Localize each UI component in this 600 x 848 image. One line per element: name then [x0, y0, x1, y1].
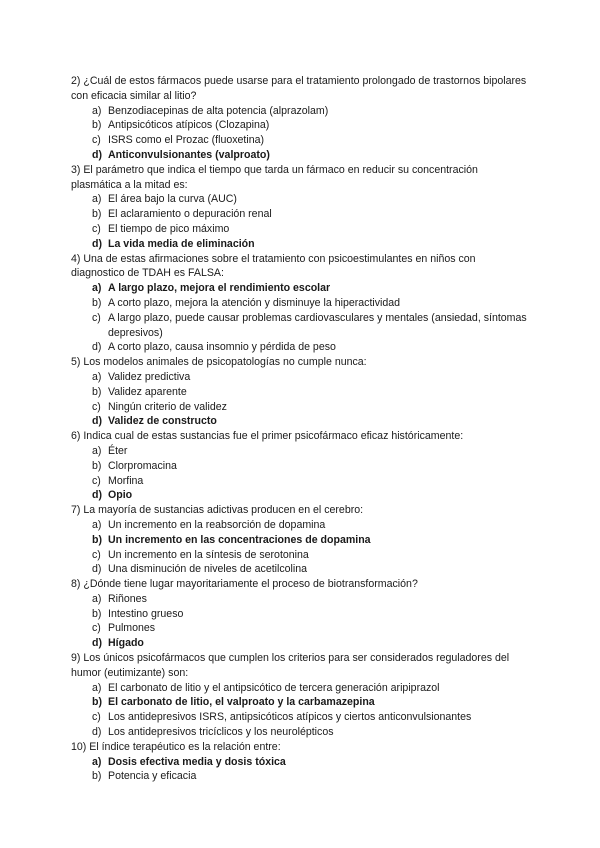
answer-options — [71, 192, 531, 251]
question-5 — [71, 355, 531, 429]
question-text: 8) ¿Dónde tiene lugar mayoritariamente el proceso de biotransformación? — [71, 578, 418, 591]
option-text: El carbonato de litio, el valproato y la carbamazepina — [108, 696, 375, 709]
option-text: Dosis efectiva media y dosis tóxica — [108, 755, 286, 768]
option-text: Potencia y eficacia — [108, 770, 197, 783]
answer-option-correct — [71, 533, 531, 548]
answer-option — [71, 710, 531, 725]
answer-options — [71, 681, 531, 740]
option-text: Intestino grueso — [108, 607, 184, 620]
answer-options — [71, 104, 531, 163]
option-text: ISRS como el Prozac (fluoxetina) — [108, 134, 265, 147]
option-text: La vida media de eliminación — [108, 237, 255, 250]
answer-option — [71, 400, 531, 415]
question-7 — [71, 503, 531, 577]
answer-option — [71, 459, 531, 474]
option-letter: c) — [92, 711, 101, 724]
option-text: El aclaramiento o depuración renal — [108, 208, 272, 221]
option-letter: d) — [92, 148, 102, 161]
option-text: Los antidepresivos tricíclicos y los neurolépticos — [108, 726, 334, 739]
option-letter: d) — [92, 237, 102, 250]
option-letter: c) — [92, 311, 101, 324]
option-text: Riñones — [108, 592, 147, 605]
option-letter: b) — [92, 385, 102, 398]
option-letter: b) — [92, 459, 102, 472]
answer-option-correct — [71, 755, 531, 770]
option-letter: c) — [92, 400, 101, 413]
option-letter: a) — [92, 755, 102, 768]
option-letter: d) — [92, 489, 102, 502]
answer-options — [71, 444, 531, 503]
option-text: A corto plazo, causa insomnio y pérdida de peso — [108, 341, 336, 354]
option-letter: b) — [92, 296, 102, 309]
option-text: Antipsicóticos atípicos (Clozapina) — [108, 119, 270, 132]
option-text: Éter — [108, 444, 128, 457]
question-8 — [71, 577, 531, 651]
option-text: Una disminución de niveles de acetilcolina — [108, 563, 308, 576]
option-text: Pulmones — [108, 622, 156, 635]
option-letter: a) — [92, 282, 102, 295]
option-text: Un incremento en la reabsorción de dopamina — [108, 518, 326, 531]
option-letter: b) — [92, 533, 102, 546]
answer-options — [71, 518, 531, 577]
option-text: Un incremento en las concentraciones de dopamina — [108, 533, 371, 546]
option-letter: b) — [92, 696, 102, 709]
option-letter: b) — [92, 119, 102, 132]
option-text: Anticonvulsionantes (valproato) — [108, 148, 270, 161]
option-letter: b) — [92, 770, 102, 783]
option-letter: a) — [92, 592, 102, 605]
answer-option-correct — [71, 148, 531, 163]
answer-option — [71, 444, 531, 459]
question-text: 10) El índice terapéutico es la relación entre: — [71, 740, 281, 753]
answer-option-correct — [71, 414, 531, 429]
answer-option-correct — [71, 237, 531, 252]
answer-option — [71, 548, 531, 563]
answer-options — [71, 370, 531, 429]
answer-option — [71, 311, 531, 341]
option-text: A corto plazo, mejora la atención y disminuye la hiperactividad — [108, 296, 401, 309]
option-letter: a) — [92, 370, 102, 383]
question-10 — [71, 740, 531, 784]
answer-option — [71, 592, 531, 607]
option-letter: d) — [92, 341, 102, 354]
option-text: Un incremento en la síntesis de serotonina — [108, 548, 309, 561]
answer-option — [71, 681, 531, 696]
option-letter: d) — [92, 726, 102, 739]
answer-options — [71, 281, 531, 355]
answer-options — [71, 592, 531, 651]
answer-option-correct — [71, 636, 531, 651]
answer-option — [71, 370, 531, 385]
option-text: Ningún criterio de validez — [108, 400, 227, 413]
answer-option — [71, 607, 531, 622]
question-text: 3) El parámetro que indica el tiempo que tarda un fármaco en reducir su concentración plasmática a la mitad es: — [71, 163, 478, 191]
answer-option — [71, 192, 531, 207]
question-text: 4) Una de estas afirmaciones sobre el tratamiento con psicoestimulantes en niños con diagnostico de TDAH es FALSA: — [71, 252, 476, 280]
answer-option — [71, 118, 531, 133]
option-text: El carbonato de litio y el antipsicótico de tercera generación aripiprazol — [108, 681, 440, 694]
option-text: El tiempo de pico máximo — [108, 222, 230, 235]
option-letter: b) — [92, 607, 102, 620]
question-list — [71, 74, 531, 784]
option-text: El área bajo la curva (AUC) — [108, 193, 237, 206]
question-text: 7) La mayoría de sustancias adictivas producen en el cerebro: — [71, 504, 364, 517]
option-letter: a) — [92, 104, 102, 117]
question-3 — [71, 163, 531, 252]
option-text: Validez de constructo — [108, 415, 217, 428]
option-letter: c) — [92, 622, 101, 635]
option-text: Validez aparente — [108, 385, 187, 398]
answer-option — [71, 296, 531, 311]
answer-option — [71, 385, 531, 400]
answer-option — [71, 340, 531, 355]
option-text: Hígado — [108, 637, 144, 650]
question-text: 5) Los modelos animales de psicopatologías no cumple nunca: — [71, 356, 367, 369]
answer-option — [71, 104, 531, 119]
option-text: A largo plazo, puede causar problemas cardiovasculares y mentales (ansiedad, síntomas depresivos) — [108, 311, 527, 339]
option-letter: d) — [92, 563, 102, 576]
option-text: Opio — [108, 489, 133, 502]
option-letter: c) — [92, 474, 101, 487]
option-letter: d) — [92, 637, 102, 650]
answer-option — [71, 621, 531, 636]
answer-option — [71, 518, 531, 533]
question-4 — [71, 252, 531, 356]
option-letter: a) — [92, 444, 102, 457]
option-letter: c) — [92, 134, 101, 147]
option-letter: a) — [92, 193, 102, 206]
answer-option-correct — [71, 695, 531, 710]
question-9 — [71, 651, 531, 740]
answer-option — [71, 133, 531, 148]
question-text: 9) Los únicos psicofármacos que cumplen los criterios para ser considerados reguladores del humor (eutimizante) son: — [71, 652, 510, 679]
answer-option — [71, 207, 531, 222]
answer-option — [71, 769, 531, 784]
option-letter: d) — [92, 415, 102, 428]
option-text: Morfina — [108, 474, 144, 487]
question-2 — [71, 74, 531, 163]
option-text: Clorpromacina — [108, 459, 177, 472]
option-letter: b) — [92, 208, 102, 221]
question-text: 2) ¿Cuál de estos fármacos puede usarse para el tratamiento prolongado de trastornos bipolares con eficacia similar al litio? — [71, 75, 527, 102]
option-text: Benzodiacepinas de alta potencia (alprazolam) — [108, 104, 329, 117]
option-text: Los antidepresivos ISRS, antipsicóticos atípicos y ciertos anticonvulsionantes — [108, 711, 472, 724]
answer-option-correct — [71, 281, 531, 296]
option-letter: a) — [92, 681, 102, 694]
answer-option — [71, 222, 531, 237]
question-6 — [71, 429, 531, 503]
option-text: A largo plazo, mejora el rendimiento escolar — [108, 282, 331, 295]
answer-option — [71, 725, 531, 740]
answer-option-correct — [71, 488, 531, 503]
answer-option — [71, 474, 531, 489]
question-text: 6) Indica cual de estas sustancias fue el primer psicofármaco eficaz históricamente: — [71, 430, 464, 443]
option-text: Validez predictiva — [108, 370, 191, 383]
option-letter: c) — [92, 548, 101, 561]
answer-options — [71, 755, 531, 785]
option-letter: c) — [92, 222, 101, 235]
option-letter: a) — [92, 518, 102, 531]
answer-option — [71, 562, 531, 577]
